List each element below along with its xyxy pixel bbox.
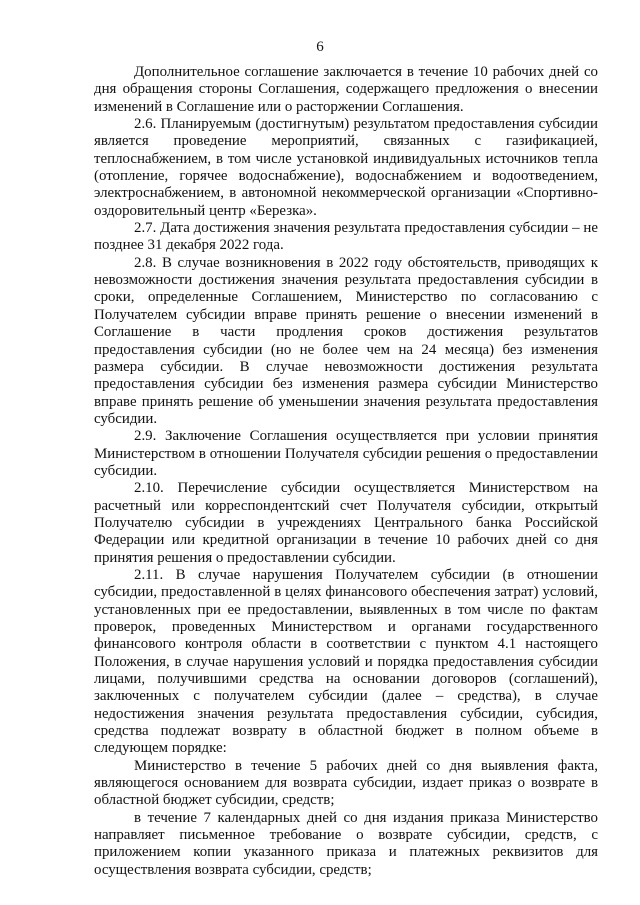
paragraph-2-10: 2.10. Перечисление субсидии осуществляется Министерством на расчетный или корреспондентский счет Получателя субсидии, открытый Получателю субсидии в учреждениях Центрального банка Российской Федерации или кредитной организации в течение 10 рабочих дней со дня принятия решения о предоставлении субсидии. bbox=[94, 480, 598, 566]
paragraph-2-6: 2.6. Планируемым (достигнутым) результатом предоставления субсидии является проведение мероприятий, связанных с газификацией, теплоснабжением, в том числе установкой индивидуальных источников тепла (отопление, горячее водоснабжение), водоснабжением и водоотведением, электроснабжением, в автономной некоммерческой организации «Спортивно-оздоровительный центр «Березка». bbox=[94, 116, 598, 219]
paragraph-2-9: 2.9. Заключение Соглашения осуществляется при условии принятия Министерством в отношении Получателя субсидии решения о предоставлении субсидии. bbox=[94, 428, 598, 479]
paragraph-additional-agreement: Дополнительное соглашение заключается в течение 10 рабочих дней со дня обращения стороны Соглашения, содержащего предложения о внесении изменений в Соглашение или о расторжении Соглашения. bbox=[94, 64, 598, 115]
paragraph-2-8: 2.8. В случае возникновения в 2022 году обстоятельств, приводящих к невозможности достижения значения результата предоставления субсидии в сроки, определенные Соглашением, Министерство по согласованию с Получателем субсидии вправе принять решение о внесении изменений в Соглашение в части продления сроков достижения результатов предоставления субсидии (но не более чем на 24 месяца) без изменения размера субсидии. В случае невозможности достижения результата предоставления субсидии без изменения размера субсидии Министерство вправе принять решение об уменьшении значения результата предоставления субсидии. bbox=[94, 254, 598, 427]
paragraph-ministry-order: Министерство в течение 5 рабочих дней со дня выявления факта, являющегося основанием для возврата субсидии, издает приказ о возврате в областной бюджет субсидии, средств; bbox=[94, 757, 598, 809]
page-number: 6 bbox=[316, 39, 324, 55]
document-body bbox=[94, 64, 598, 879]
paragraph-2-7: 2.7. Дата достижения значения результата предоставления субсидии – не позднее 31 декабря 2022 года. bbox=[94, 220, 598, 254]
paragraph-2-11: 2.11. В случае нарушения Получателем субсидии (в отношении субсидии, предоставленной в целях финансового обеспечения затрат) условий, установленных при ее предоставлении, выявленных в том числе по фактам проверок, проведенных Министерством и органами государственного финансового контроля области в соответствии с пунктом 4.1 настоящего Положения, в случае нарушения условий и порядка предоставления субсидии лицами, получившими средства на основании договоров (соглашений), заключенных с получателем субсидии (далее – средства), в случае недостижения значения результата предоставления субсидии, субсидия, средства подлежат возврату в областной бюджет в полном объеме в следующем порядке: bbox=[94, 566, 598, 757]
paragraph-written-demand: в течение 7 календарных дней со дня издания приказа Министерство направляет письменное требование о возврате субсидии, средств, с приложением копии указанного приказа и платежных реквизитов для осуществления возврата субсидии, средств; bbox=[94, 809, 598, 878]
